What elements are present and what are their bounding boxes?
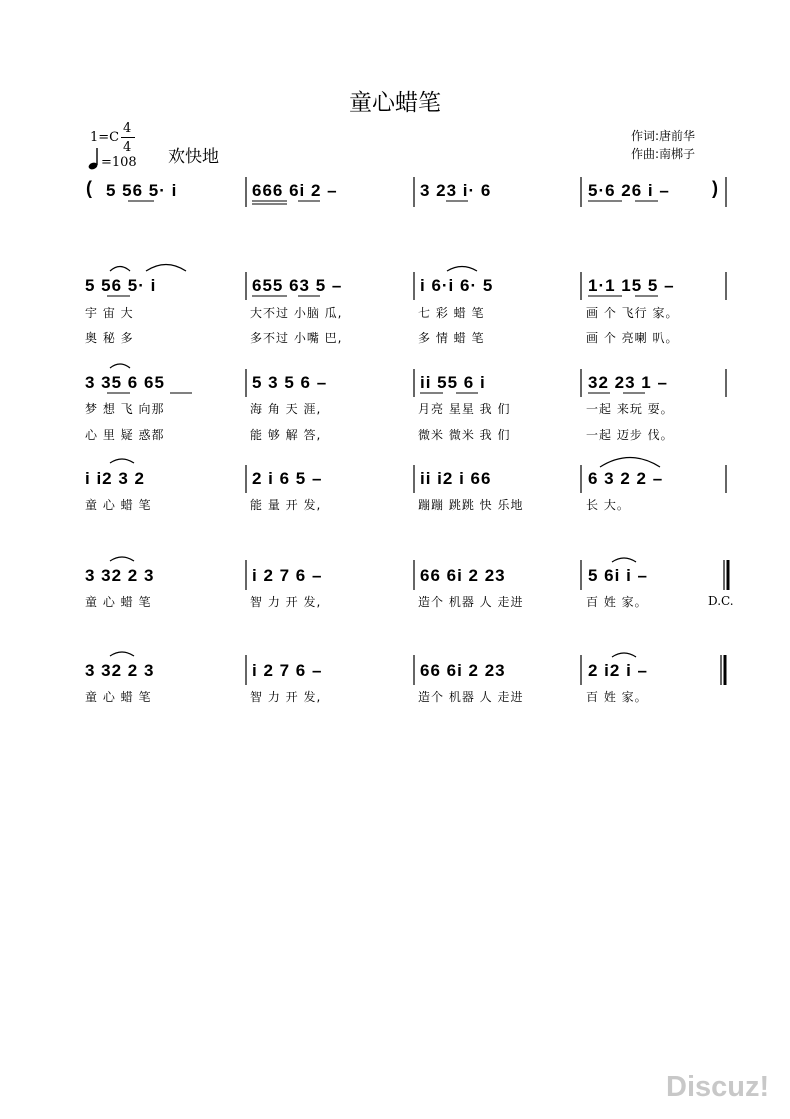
lyric-line: 微米 微米 我 们 <box>418 428 511 442</box>
duration-underlines <box>107 201 658 393</box>
time-signature-bottom: 4 <box>123 140 132 155</box>
measure: 5 3 5 6 – <box>252 373 328 392</box>
slur <box>146 265 186 272</box>
lyric-line: 智 力 开 发, <box>250 690 322 704</box>
measure: 655 63 5 – <box>252 276 343 295</box>
measure: 5 56 5· i <box>85 276 157 295</box>
measure: 2 i 6 5 – <box>252 469 323 488</box>
slur <box>600 458 660 468</box>
measure: 2 i2 i – <box>588 661 648 680</box>
lyric-line: 造个 机器 人 走进 <box>418 595 524 609</box>
lyric-line: 一起 来玩 耍。 <box>586 402 674 416</box>
measure: 5 6i i – <box>588 566 648 585</box>
lyric-line: 长 大。 <box>586 498 630 512</box>
lyric-line: 多 情 蜡 笔 <box>418 331 485 345</box>
slur <box>110 364 130 368</box>
watermark-logo: Discuz! <box>666 1071 770 1103</box>
intro-close-paren: ) <box>712 178 718 198</box>
measure: 6 3 2 2 – <box>588 469 664 488</box>
time-signature-top: 4 <box>123 121 132 136</box>
measure: ii i2 i 66 <box>420 469 492 488</box>
lyric-line: 能 够 解 答, <box>250 428 322 442</box>
lyric-line: 宇 宙 大 <box>85 306 134 320</box>
tempo-marking: 欢快地 <box>168 147 219 167</box>
slur <box>612 558 636 562</box>
measure: 3 32 2 3 <box>85 661 155 680</box>
lyric-line: 画 个 飞行 家。 <box>586 306 679 320</box>
lyric-line: 童 心 蜡 笔 <box>85 498 152 512</box>
measure: i i2 3 2 <box>85 469 145 488</box>
slur <box>110 652 134 656</box>
measure: 3 32 2 3 <box>85 566 155 585</box>
lyricist-credit: 作词:唐前华 <box>631 129 696 143</box>
measure: i 6·i 6· 5 <box>420 276 494 295</box>
da-capo-mark: D.C. <box>708 594 734 608</box>
lyric-line: 百 姓 家。 <box>586 595 648 609</box>
lyric-line: 童 心 蜡 笔 <box>85 595 152 609</box>
lyric-line: 能 量 开 发, <box>250 498 322 512</box>
measure: ii 55 6 i <box>420 373 486 392</box>
measure: 66 6i 2 23 <box>420 566 506 585</box>
key-signature: 1=C <box>90 130 120 145</box>
double-bar-thick <box>725 560 728 685</box>
lyric-line: 梦 想 飞 向那 <box>85 402 165 416</box>
lyric-line: 百 姓 家。 <box>586 690 648 704</box>
tempo-value: =108 <box>101 155 137 170</box>
slur <box>110 557 134 561</box>
composer-credit: 作曲:南梆子 <box>631 147 696 161</box>
lyric-line: 海 角 天 涯, <box>250 402 322 416</box>
lyric-line: 大不过 小脑 瓜, <box>250 306 343 320</box>
lyric-line: 画 个 亮喇 叭。 <box>586 331 679 345</box>
measure: 32 23 1 – <box>588 373 668 392</box>
lyric-line: 造个 机器 人 走进 <box>418 690 524 704</box>
score-title: 童心蜡笔 <box>349 90 441 116</box>
measure: 5·6 26 i – <box>588 181 670 200</box>
lyric-line: 七 彩 蜡 笔 <box>418 306 485 320</box>
measure: 66 6i 2 23 <box>420 661 506 680</box>
lyric-line: 多不过 小嘴 巴, <box>250 331 343 345</box>
slur <box>110 267 130 272</box>
slur <box>612 653 636 657</box>
measure: 666 6i 2 – <box>252 181 338 200</box>
lyric-line: 蹦蹦 跳跳 快 乐地 <box>418 498 524 512</box>
measure: i 2 7 6 – <box>252 661 323 680</box>
lyric-line: 心 里 疑 惑都 <box>85 428 165 442</box>
intro-open-paren: ( <box>86 178 92 198</box>
lyric-line: 一起 迈步 伐。 <box>586 428 674 442</box>
lyric-line: 奥 秘 多 <box>85 331 134 345</box>
measure: i 2 7 6 – <box>252 566 323 585</box>
measure: 1·1 15 5 – <box>588 276 675 295</box>
measure: 3 35 6 65 <box>85 373 165 392</box>
lyric-line: 月亮 星星 我 们 <box>418 402 511 416</box>
slur <box>447 267 477 272</box>
measure: 5 56 5· i <box>106 181 178 200</box>
slur <box>110 459 134 463</box>
lyric-line: 智 力 开 发, <box>250 595 322 609</box>
measure: 3 23 i· 6 <box>420 181 492 200</box>
lyric-line: 童 心 蜡 笔 <box>85 690 152 704</box>
